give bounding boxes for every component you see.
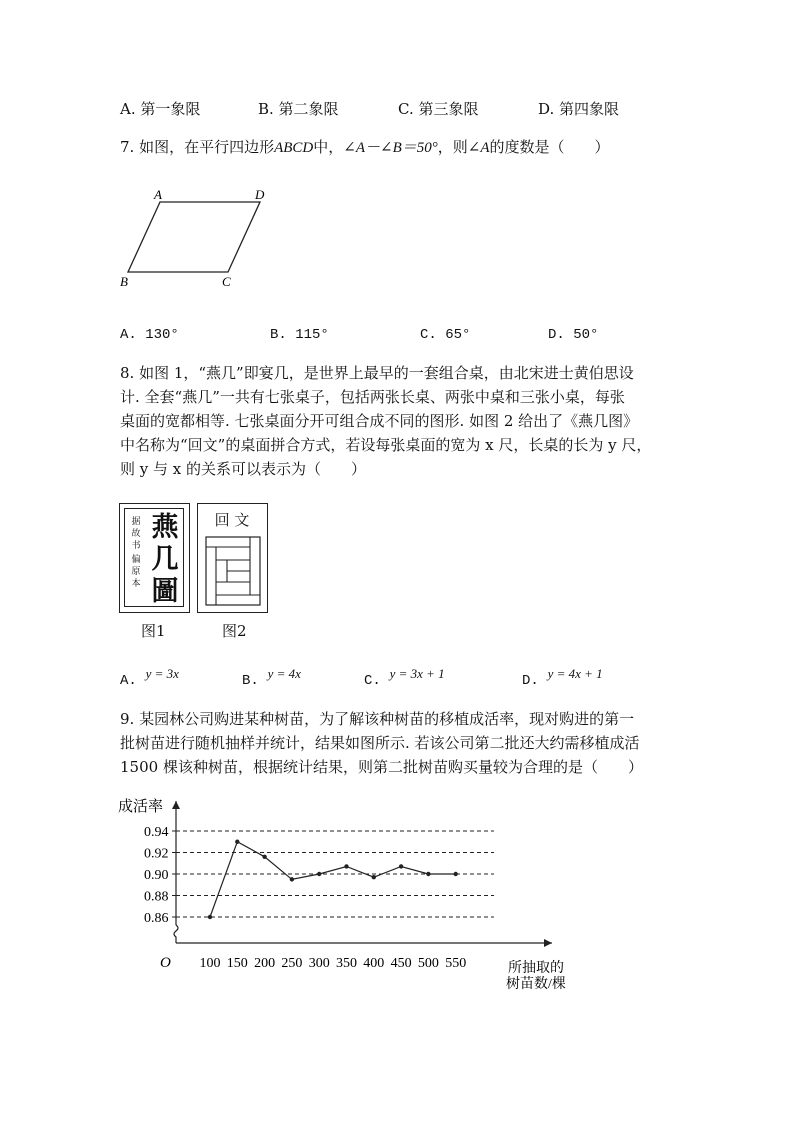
data-point — [344, 864, 348, 868]
fig1-small-char: 故 — [131, 529, 141, 539]
y-tick-label: 0.86 — [144, 911, 169, 926]
q8-option-a-label: A. — [120, 673, 137, 689]
data-point — [399, 864, 403, 868]
x-tick-label: 350 — [336, 956, 357, 971]
q8-option-d-formula: y = 4x + 1 — [547, 666, 603, 681]
q8-option-d — [522, 664, 603, 689]
q8-stem-line-5: 则 y 与 x 的关系可以表示为（ ） — [120, 460, 367, 478]
x-tick-label: 150 — [226, 956, 248, 971]
x-tick-label: 300 — [308, 956, 330, 971]
data-point — [208, 915, 212, 919]
q6-option-d: D. 第四象限 — [538, 100, 620, 118]
data-point — [426, 872, 430, 876]
yanji-fig1-small-col-1 — [131, 516, 141, 552]
fig2-title: 回 文 — [214, 511, 250, 529]
q9-stem-line-1: 9. 某园林公司购进某种树苗，为了解该种树苗的移植成活率，现对购进的第一 — [120, 710, 635, 728]
q8-stem-line-4: 中名称为“回文”的桌面拼合方式，若设每张桌面的宽为 x 尺，长桌的长为 y 尺， — [120, 436, 652, 454]
q6-option-c: C. 第三象限 — [398, 100, 479, 118]
yanji-fig1-title-column — [150, 512, 180, 608]
data-point — [317, 872, 321, 876]
q8-option-d-label: D. — [522, 673, 539, 689]
x-tick-label: 200 — [254, 956, 276, 971]
chart-series — [208, 840, 458, 920]
q7-option-b: B. 115° — [270, 327, 329, 343]
y-axis-arrow — [172, 801, 180, 809]
fig1-small-char: 本 — [131, 579, 141, 589]
fig1-small-char: 原 — [131, 567, 141, 577]
q7-stem-suffix: ，则∠ — [437, 138, 481, 156]
x-tick-label: 500 — [417, 956, 439, 971]
data-point — [372, 875, 376, 879]
q7-stem-prefix: 7. 如图，在平行四边形 — [120, 138, 275, 156]
q7-var: A — [480, 140, 490, 156]
q8-option-b-label: B. — [242, 673, 259, 689]
q6-option-a: A. 第一象限 — [120, 100, 201, 118]
yanji-figure-2 — [197, 503, 268, 613]
q7-stem-end: 的度数是（ ） — [489, 138, 610, 156]
y-tick-label: 0.88 — [144, 889, 169, 905]
x-tick-label: 550 — [445, 956, 467, 971]
y-axis-break — [174, 925, 178, 943]
q8-stem-line-3: 桌面的宽都相等. 七张桌面分开可组合成不同的图形. 如图 2 给出了《燕几图》 — [120, 412, 639, 430]
q9-stem-line-2: 批树苗进行随机抽样并统计，结果如图所示. 若该公司第二批还大约需移植成活 — [120, 734, 640, 752]
q7-condition: ∠A－∠B＝50° — [343, 140, 438, 156]
fig1-caption: 图1 — [141, 622, 166, 640]
huiwen-layout-diagram — [205, 536, 261, 606]
q8-stem-line-2: 计. 全套“燕几”一共有七张桌子，包括两张长桌、两张中桌和三张小桌，每张 — [120, 388, 625, 406]
chart-x-tick-labels — [200, 956, 467, 971]
q8-option-c — [364, 664, 445, 689]
vertex-label-d: D — [255, 187, 265, 202]
data-point — [290, 877, 294, 881]
chart-x-axis-label-line-2: 树苗数/棵 — [506, 977, 566, 992]
q7-shape-name: ABCD — [274, 140, 314, 156]
fig1-small-char: 偏 — [131, 555, 141, 565]
x-tick-label: 100 — [199, 956, 221, 971]
q7-parallelogram-figure — [110, 180, 290, 295]
chart-y-axis-label: 成活率 — [118, 799, 164, 815]
yanji-fig1-small-col-2 — [131, 554, 141, 590]
x-axis-arrow — [544, 939, 552, 947]
survival-rate-chart — [110, 795, 590, 995]
q8-option-b — [242, 664, 301, 689]
vertex-label-c: C — [222, 274, 231, 289]
q8-option-b-formula: y = 4x — [267, 666, 301, 681]
y-tick-label: 0.92 — [144, 846, 169, 862]
yanji-figure-1 — [119, 503, 190, 613]
vertex-label-a: A — [154, 187, 162, 202]
q7-option-d: D. 50° — [548, 327, 599, 343]
q8-option-c-label: C. — [364, 673, 381, 689]
q9-stem-line-3: 1500 棵该种树苗，根据统计结果，则第二批树苗购买量较为合理的是（ ） — [120, 758, 643, 776]
fig1-small-char: 书 — [131, 541, 141, 551]
q7-stem-mid: 中， — [313, 138, 344, 156]
fig1-big-char: 几 — [151, 544, 179, 575]
fig2-caption: 图2 — [222, 622, 247, 640]
q6-option-b: B. 第二象限 — [258, 100, 339, 118]
data-point — [262, 855, 266, 859]
q8-option-a-formula: y = 3x — [145, 666, 179, 681]
q7-option-a: A. 130° — [120, 327, 179, 343]
parallelogram-shape — [128, 202, 260, 272]
q7-stem — [120, 140, 610, 156]
x-tick-label: 450 — [390, 956, 412, 971]
data-point — [454, 872, 458, 876]
q7-option-c: C. 65° — [420, 327, 471, 343]
chart-origin-label: O — [160, 955, 171, 971]
y-tick-label: 0.90 — [144, 868, 169, 883]
data-point — [235, 840, 239, 844]
x-tick-label: 400 — [363, 956, 385, 971]
fig1-big-char: 圖 — [151, 576, 179, 607]
x-tick-label: 250 — [281, 956, 303, 971]
q8-option-a — [120, 664, 179, 689]
chart-x-axis-label-line-1: 所抽取的 — [508, 961, 564, 976]
q8-stem-line-1: 8. 如图 1，“燕几”即宴几，是世界上最早的一套组合桌，由北宋进士黄伯思设 — [120, 364, 634, 382]
fig1-small-char: 据 — [131, 517, 141, 527]
y-tick-label: 0.94 — [144, 825, 169, 840]
fig1-big-char: 燕 — [151, 512, 179, 543]
q8-option-c-formula: y = 3x + 1 — [389, 666, 445, 681]
vertex-label-b: B — [120, 274, 128, 289]
chart-y-tick-labels — [144, 825, 169, 926]
